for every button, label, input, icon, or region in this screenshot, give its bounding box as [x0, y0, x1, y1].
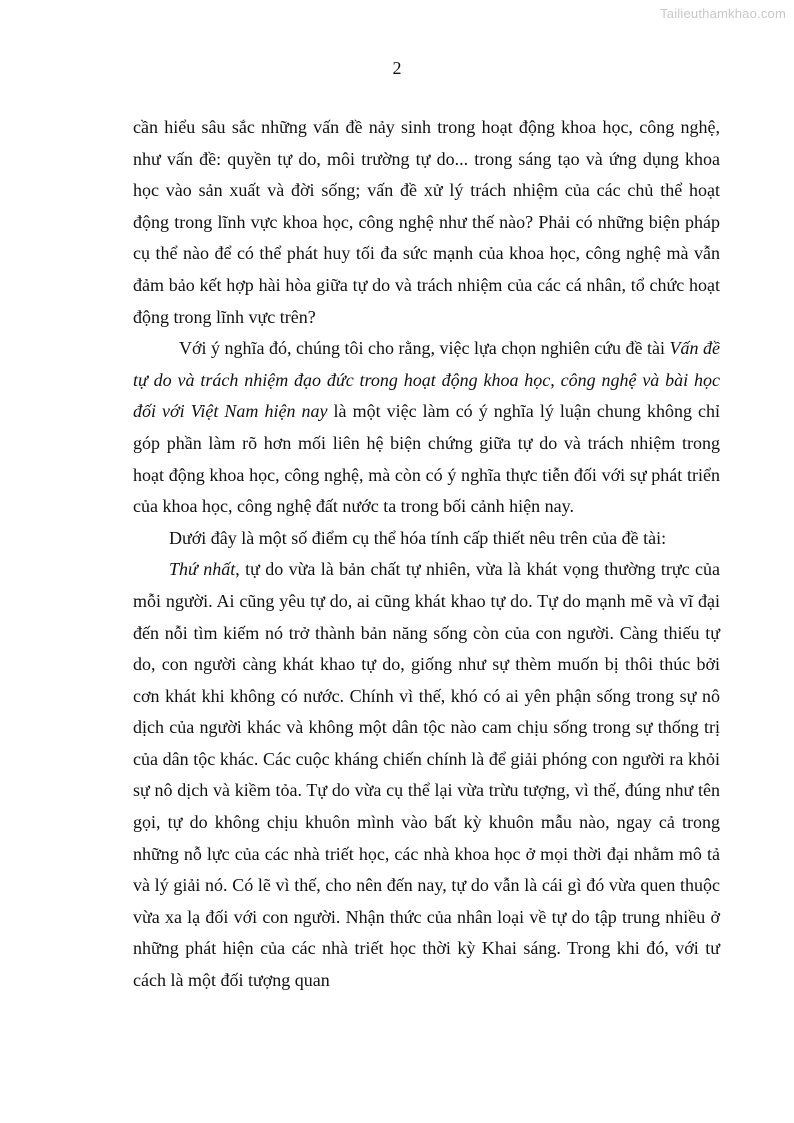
page-number: 2 — [392, 58, 402, 78]
thesis-title: Vấn đề tự do và trách nhiệm đạo đức trong hoạt động khoa học, công nghệ và bài học đối với Việt Nam hiện nay — [133, 338, 721, 422]
document-body — [133, 112, 720, 997]
paragraph-4 — [133, 554, 720, 996]
paragraph-2-lead: Với ý nghĩa đó, chúng tôi cho rằng, việc lựa chọn nghiên cứu đề tài — [179, 338, 670, 359]
paragraph-3: Dưới đây là một số điểm cụ thể hóa tính cấp thiết nêu trên của đề tài: — [169, 527, 667, 548]
paragraph-1: cần hiểu sâu sắc những vấn đề nảy sinh trong hoạt động khoa học, công nghệ, như vấn đề: quyền tự do, môi trường tự do... trong sáng tạo và ứng dụng khoa học vào sản xuất và đời sống; vấn đề xử lý trách nhiệm của các chủ thể hoạt động trong lĩnh vực khoa học, công nghệ như thế nào? Phải có những biện pháp cụ thể nào để có thể phát huy tối đa sức mạnh của khoa học, công nghệ mà vẫn đảm bảo kết hợp hài hòa giữa tự do và trách nhiệm của các cá nhân, tổ chức hoạt động trong lĩnh vực trên? — [133, 117, 720, 327]
watermark: Tailieuthamkhao.com — [660, 6, 786, 21]
paragraph-4-rest: , tự do vừa là bản chất tự nhiên, vừa là khát vọng thường trực của mỗi người. Ai cũng yêu tự do, ai cũng khát khao tự do. Tự do mạnh mẽ và vĩ đại đến nỗi tìm kiếm nó trở thành bản năng sống còn của con người. Càng thiếu tự do, con người càng khát khao tự do, giống như sự thèm muốn bị thôi thúc bởi cơn khát khi không có nước. Chính vì thế, khó có ai yên phận sống trong sự nô dịch của người khác và không một dân tộc nào cam chịu sống trong sự thống trị của dân tộc khác. Các cuộc kháng chiến chính là để giải phóng con người ra khỏi sự nô dịch và kiềm tỏa. Tự do vừa cụ thể lại vừa trừu tượng, vì thế, đúng như tên gọi, tự do không chịu khuôn mình vào bất kỳ khuôn mẫu nào, ngay cả trong những nỗ lực của các nhà triết học, các nhà khoa học ở mọi thời đại nhằm mô tả và lý giải nó. Có lẽ vì thế, cho nên đến nay, tự do vẫn là cái gì đó vừa quen thuộc vừa xa lạ đối với con người. Nhận thức của nhân loại về tự do tập trung nhiều ở những phát hiện của các nhà triết học thời kỳ Khai sáng. Trong khi đó, với tư cách là một đối tượng quan — [133, 559, 720, 991]
paragraph-2-rest: là một việc làm có ý nghĩa lý luận chung không chỉ góp phần làm rõ hơn mối liên hệ biện chứng giữa tự do và trách nhiệm trong hoạt động khoa học, công nghệ, mà còn có ý nghĩa thực tiễn đối với sự phát triển của khoa học, công nghệ đất nước ta trong bối cảnh hiện nay. — [133, 401, 720, 517]
paragraph-2 — [133, 333, 720, 523]
paragraph-4-lead: Thứ nhất — [169, 559, 236, 580]
